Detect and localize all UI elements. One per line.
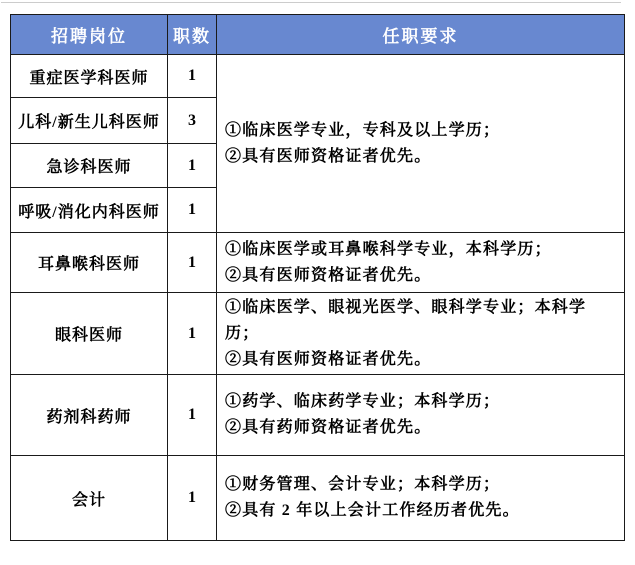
position-count: 1 [168, 188, 217, 233]
position-title: 会计 [11, 456, 168, 541]
recruitment-table [10, 14, 625, 541]
position-title: 眼科医师 [11, 293, 168, 375]
position-count: 1 [168, 456, 217, 541]
header-requirements: 任职要求 [217, 15, 625, 55]
header-count: 职数 [168, 15, 217, 55]
position-count: 1 [168, 233, 217, 293]
position-count: 1 [168, 55, 217, 98]
requirement-line: ②具有 2 年以上会计工作经历者优先。 [225, 502, 520, 519]
top-divider-line [1, 2, 621, 3]
position-count: 1 [168, 293, 217, 375]
position-count: 3 [168, 98, 217, 144]
requirements-cell [217, 55, 625, 233]
requirement-line: ①财务管理、会计专业；本科学历； [225, 476, 501, 493]
requirements-cell [217, 293, 625, 375]
table-row [11, 233, 625, 293]
table-row [11, 456, 625, 541]
table-row [11, 293, 625, 375]
position-title: 耳鼻喉科医师 [11, 233, 168, 293]
position-title: 儿科/新生儿科医师 [11, 98, 168, 144]
requirement-line: ①临床医学、眼视光医学、眼科学专业；本科学历； [225, 298, 587, 342]
position-title: 重症医学科医师 [11, 55, 168, 98]
requirement-line: ②具有医师资格证者优先。 [225, 350, 432, 368]
requirement-line: ①药学、临床药学专业；本科学历； [225, 393, 501, 410]
requirements-cell [217, 375, 625, 456]
requirement-line: ①临床医学专业，专科及以上学历； [225, 121, 501, 139]
header-position: 招聘岗位 [11, 15, 168, 55]
requirement-line: ①临床医学或耳鼻喉科学专业，本科学历； [225, 240, 552, 258]
position-count: 1 [168, 144, 217, 188]
position-count: 1 [168, 375, 217, 456]
requirement-line: ②具有医师资格证者优先。 [225, 147, 432, 165]
position-title: 药剂科药师 [11, 375, 168, 456]
table-row [11, 55, 625, 98]
position-title: 急诊科医师 [11, 144, 168, 188]
requirements-cell [217, 233, 625, 293]
position-title: 呼吸/消化内科医师 [11, 188, 168, 233]
table-row [11, 375, 625, 456]
requirements-cell [217, 456, 625, 541]
requirement-line: ②具有医师资格证者优先。 [225, 266, 432, 284]
table-header-row [11, 15, 625, 55]
requirement-line: ②具有药师资格证者优先。 [225, 419, 432, 436]
